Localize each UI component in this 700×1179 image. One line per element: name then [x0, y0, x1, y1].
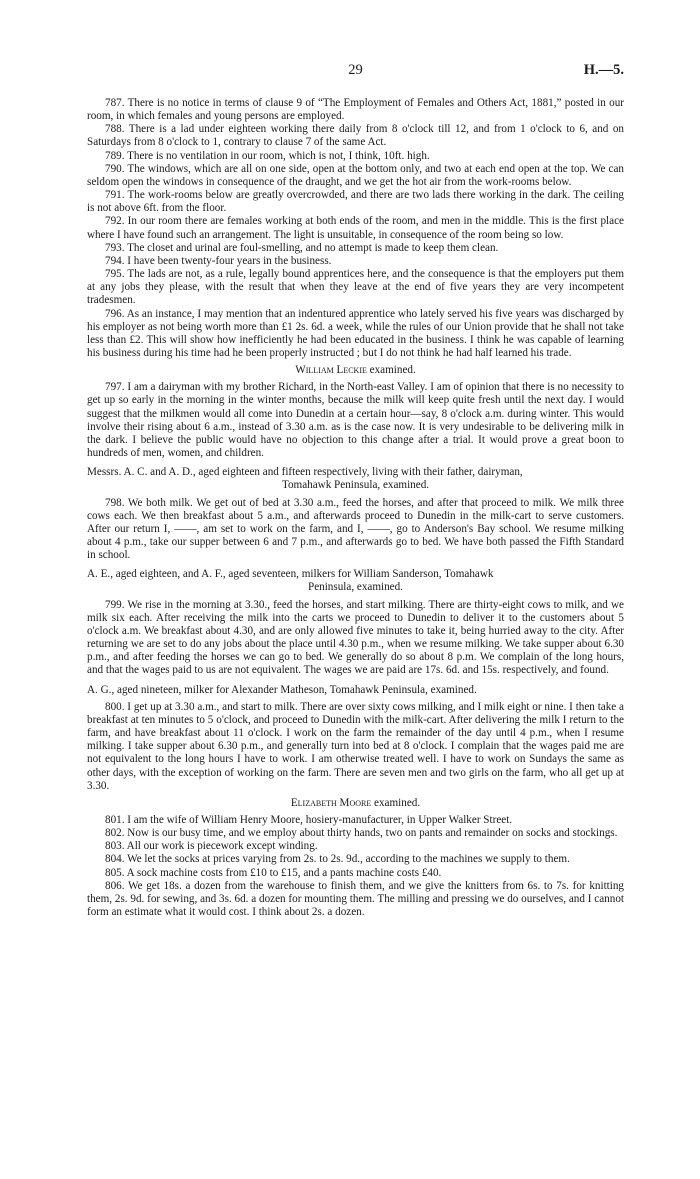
paragraph-806: 806. We get 18s. a dozen from the warehouse to finish them, and we give the knitters from 6s. to 7s. for knitting them, 2s. 9d. for sewing, and 3s. 6d. a dozen for mounting them. The milling and pressing we do ourselves, and I cannot form an estimate what it would cost. I think about 2s. a dozen. — [87, 879, 624, 919]
witness-heading-suffix: examined. — [371, 796, 421, 809]
witness-heading-ae-af — [87, 568, 624, 594]
paragraph-789: 789. There is no ventilation in our room, which is not, I think, 10ft. high. — [105, 149, 430, 162]
page-header — [87, 62, 624, 82]
paragraph-805: 805. A sock machine costs from £10 to £15, and a pants machine costs £40. — [105, 866, 442, 879]
witness-heading-line: Messrs. A. C. and A. D., aged eighteen and fifteen respectively, living with their father, dairyman, — [87, 466, 523, 479]
paragraph-788: 788. There is a lad under eighteen working there daily from 8 o'clock till 12, and from 1 o'clock to 6, and on Saturdays from 8 o'clock to 1, contrary to clause 7 of the same Act. — [87, 123, 624, 149]
witness-heading-ag — [87, 684, 624, 697]
witness-heading-continuation: Peninsula, examined. — [308, 581, 403, 594]
witness-heading-moore — [87, 797, 624, 810]
paragraph-800: 800. I get up at 3.30 a.m., and start to milk. There are over sixty cows milking, and I milk eight or nine. I then take a breakfast at ten minutes to 5 o'clock, and proceed to Dunedin with the milk-cart. After delivering the milk I return to the farm, and have breakfast about 11 o'clock. I work on the farm the remainder of the day until 4 p.m., when I resume milking. I take supper about 6.30 p.m., and generally turn into bed at 8 o'clock. I complain that the wages paid me are not equivalent to the long hours I have to work. I am otherwise treated well. I have to work on Sundays the same as other days, with the exception of working on the farm. There are seven men and two girls on the farm, who all get up at 3.30. — [87, 700, 624, 792]
witness-name: Elizabeth Moore — [290, 796, 372, 809]
paragraph-798: 798. We both milk. We get out of bed at 3.30 a.m., feed the horses, and after that proceed to milk. We milk three cows each. We then breakfast about 5 a.m., and afterwards proceed to Dunedin in the milk-cart to serve customers. After our return I, ——, am set to work on the farm, and I, ——, go to Anderson's Bay school. We resume milking about 4 p.m., take our supper between 6 and 7 p.m., and afterwards go to bed. We have both passed the Fifth Standard in school. — [87, 496, 624, 562]
paragraph-795: 795. The lads are not, as a rule, legally bound apprentices here, and the consequence is that the employers put them at any jobs they please, with the result that when they leave at the end of five years they are very incompetent tradesmen. — [87, 268, 624, 307]
paragraph-794: 794. I have been twenty-four years in the business. — [105, 254, 332, 267]
paragraph-804: 804. We let the socks at prices varying from 2s. to 2s. 9d., according to the machines we supply to them. — [105, 853, 570, 866]
paragraph-801: 801. I am the wife of William Henry Moore, hosiery-manufacturer, in Upper Walker Street. — [105, 813, 513, 826]
witness-heading-line: A. G., aged nineteen, milker for Alexander Matheson, Tomahawk Peninsula, examined. — [87, 683, 477, 696]
paragraph-796: 796. As an instance, I may mention that an indentured apprentice who lately served his five years was discharged by his employer as not being worth more than £1 2s. 6d. a week, while the rules of our Union provide that he shall not take less than £2. This will show how inefficiently he had been educated in the business. I think he was capable of learning his business during his time had he been properly instructed ; but I do not think he had half learned his trade. — [87, 307, 624, 359]
paragraph-803: 803. All our work is piecework except winding. — [105, 840, 318, 853]
witness-heading-continuation: Tomahawk Peninsula, examined. — [281, 479, 430, 492]
page-number: 29 — [348, 62, 363, 78]
paragraph-797: 797. I am a dairyman with my brother Richard, in the North-east Valley. I am of opinion that there is no necessity to get up so early in the morning in the winter months, because the milk will keep quite fresh until the next day. I would suggest that the milkmen would all come into Dunedin at a certain hour—say, 8 o'clock a.m. during winter. This would involve their rising about 6 a.m., instead of 3.30 a.m. as is the case now. It is very undesirable to be delivering milk in the dark. I believe the public would have no objection to this change after a trial. It would prove a great boon to hundreds of men, women, and children. — [87, 381, 624, 460]
witness-heading-line: A. E., aged eighteen, and A. F., aged seventeen, milkers for William Sanderson, Tomahawk — [87, 568, 494, 581]
paragraph-787: 787. There is no notice in terms of clause 9 of “The Employment of Females and Others Act, 1881,” posted in our room, in which females and young persons are employed. — [87, 97, 624, 123]
document-reference: H.—5. — [583, 62, 624, 78]
paragraph-799: 799. We rise in the morning at 3.30., feed the horses, and start milking. There are thirty-eight cows to milk, and we milk six each. After receiving the milk into the carts we proceed to Dunedin to deliver it to the customers about 5 o'clock a.m. We breakfast about 4.30, and are only allowed five minutes to take it, being hurried away to the city. After returning we are set to do any jobs about the place until 4.30 p.m., when we resume milking. We take supper about 6.30 p.m., and after feeding the horses we can go to bed. We generally do so about 8 p.m. We complain of the long hours, and that the wages paid to us are not equivalent. The wages we are paid are 17s. 6d. and 15s. respectively, and found. — [87, 598, 624, 677]
witness-heading-messrs — [87, 466, 624, 492]
paragraph-802: 802. Now is our busy time, and we employ about thirty hands, two on pants and remainder on socks and stockings. — [105, 827, 618, 840]
witness-heading-suffix: examined. — [366, 364, 416, 377]
paragraph-790: 790. The windows, which are all on one side, open at the bottom only, and two at each end open at the top. We can seldom open the windows in consequence of the draught, and we get the hot air from the work-rooms below. — [87, 162, 624, 188]
witness-name: William Leckie — [295, 364, 367, 377]
witness-heading-leckie — [87, 364, 624, 377]
paragraph-793: 793. The closet and urinal are foul-smelling, and no attempt is made to keep them clean. — [105, 241, 499, 254]
page-body — [87, 97, 624, 919]
paragraph-792: 792. In our room there are females working at both ends of the room, and men in the middle. This is the first place where I have found such an arrangement. The light is unsuitable, in consequence of the room being so low. — [87, 215, 624, 241]
paragraph-791: 791. The work-rooms below are greatly overcrowded, and there are two lads there working in the dark. The ceiling is not above 6ft. from the floor. — [87, 189, 624, 215]
